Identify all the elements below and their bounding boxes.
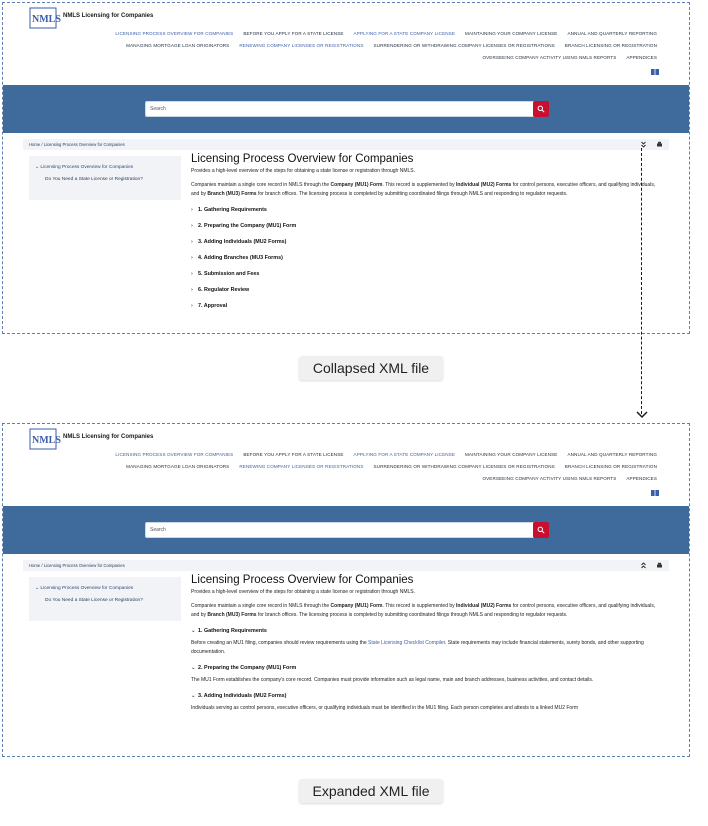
accordion-item-3[interactable]: › 3. Adding Individuals (MU2 Forms) [191, 239, 287, 245]
collapsed-screenshot-panel [2, 2, 690, 334]
sidebar [29, 577, 181, 621]
accordion-item-2[interactable]: › 2. Preparing the Company (MU1) Form [191, 223, 297, 229]
sidebar-item-need-license[interactable]: Do You Need a State License or Registration? [45, 598, 143, 603]
accordion-item-2[interactable]: ⌄ 2. Preparing the Company (MU1) Form [191, 665, 297, 671]
nav-link[interactable]: OVERSEEING COMPANY ACTIVITY USING NMLS REPORTS [482, 55, 617, 60]
page-title: Licensing Process Overview for Companies [191, 574, 414, 586]
sidebar-item-overview[interactable]: ⌄ Licensing Process Overview for Companies [35, 586, 134, 591]
breadcrumb-home[interactable]: Home [29, 563, 41, 568]
accordion-item-1[interactable]: ⌄ 1. Gathering Requirements [191, 628, 267, 634]
accordion-item-4[interactable]: › 4. Adding Branches (MU3 Forms) [191, 255, 283, 261]
chevron-down-icon: ⌄ [191, 665, 196, 671]
connector-line [641, 148, 642, 414]
expand-all-icon[interactable] [640, 141, 647, 148]
caption-collapsed: Collapsed XML file [299, 356, 443, 380]
main-nav-row-1 [115, 452, 657, 457]
nav-link[interactable]: LICENSING PROCESS OVERVIEW FOR COMPANIES [115, 31, 234, 36]
chevron-right-icon: › [191, 207, 193, 213]
accordion-body-1: Before creating an MU1 filing, companies should review requirements using the State Licensing Checklist Compiler. State requirements may include financial statements, surety bonds, and other supporting documentation. [191, 640, 644, 655]
page-subtitle: Provides a high-level overview of the steps for obtaining a state license or registration through NMLS. [191, 168, 416, 174]
search-input[interactable] [145, 101, 535, 117]
expanded-screenshot-panel [2, 423, 690, 757]
nav-link[interactable]: APPLYING FOR A STATE COMPANY LICENSE [353, 31, 455, 36]
search-icon [537, 105, 545, 113]
nav-link[interactable]: RENEWING COMPANY LICENSES OR REGISTRATIONS [239, 464, 364, 469]
page-subtitle: Provides a high-level overview of the steps for obtaining a state license or registration through NMLS. [191, 589, 416, 595]
accordion-item-3[interactable]: ⌄ 3. Adding Individuals (MU2 Forms) [191, 693, 287, 699]
chevron-right-icon: › [191, 223, 193, 229]
nav-link[interactable]: BRANCH LICENSING OR REGISTRATION [564, 43, 657, 48]
accordion-item-5[interactable]: › 5. Submission and Fees [191, 271, 260, 277]
nav-link[interactable]: ANNUAL AND QUARTERLY REPORTING [567, 452, 657, 457]
nav-link[interactable]: BEFORE YOU APPLY FOR A STATE LICENSE [243, 452, 344, 457]
book-icon[interactable] [651, 69, 659, 75]
nav-link[interactable]: BEFORE YOU APPLY FOR A STATE LICENSE [243, 31, 344, 36]
accordion-item-7[interactable]: › 7. Approval [191, 303, 228, 309]
search-button[interactable] [533, 522, 549, 538]
chevron-right-icon: › [191, 287, 193, 293]
search-placeholder: Search [150, 527, 166, 533]
accordion-item-1[interactable]: › 1. Gathering Requirements [191, 207, 267, 213]
nav-link[interactable]: MAINTAINING YOUR COMPANY LICENSE [465, 452, 558, 457]
search-input[interactable] [145, 522, 535, 538]
arrow-down-icon [636, 410, 648, 420]
accordion-item-6[interactable]: › 6. Regulator Review [191, 287, 250, 293]
search-button[interactable] [533, 101, 549, 117]
breadcrumb-separator: / [41, 563, 43, 568]
chevron-down-icon: ⌄ [191, 693, 196, 699]
site-header [3, 3, 689, 85]
sidebar-item-overview[interactable]: ⌄ Licensing Process Overview for Companies [35, 165, 134, 170]
nav-link[interactable]: APPENDICES [626, 55, 657, 60]
site-title: NMLS Licensing for Companies [63, 13, 154, 19]
print-icon[interactable] [656, 562, 663, 569]
caption-expanded: Expanded XML file [299, 779, 443, 803]
breadcrumb-current: Licensing Process Overview for Companies [43, 563, 125, 568]
breadcrumb [23, 560, 669, 571]
nav-link[interactable]: BRANCH LICENSING OR REGISTRATION [564, 464, 657, 469]
accordion-body-2: The MU1 Form establishes the company's core record. Companies must provide information such as legal name, main and branch addresses, business activities, and contact details. [191, 677, 594, 683]
breadcrumb-home[interactable]: Home [29, 142, 41, 147]
breadcrumb-current: Licensing Process Overview for Companies [43, 142, 125, 147]
site-header [3, 424, 689, 506]
chevron-right-icon: › [191, 271, 193, 277]
chevron-right-icon: › [191, 255, 193, 261]
search-band [3, 85, 689, 133]
svg-text:NMLS: NMLS [32, 14, 61, 25]
nav-link[interactable]: MAINTAINING YOUR COMPANY LICENSE [465, 31, 558, 36]
print-icon[interactable] [656, 141, 663, 148]
breadcrumb [23, 139, 669, 150]
main-nav-row-3 [482, 55, 657, 60]
nav-link[interactable]: RENEWING COMPANY LICENSES OR REGISTRATIONS [239, 43, 364, 48]
chevron-down-icon: ⌄ [191, 628, 196, 634]
main-nav-row-2 [126, 43, 657, 48]
nav-link[interactable]: SURRENDERING OR WITHDRAWING COMPANY LICENSES OR REGISTRATIONS [373, 43, 555, 48]
nav-link[interactable]: APPENDICES [626, 476, 657, 481]
intro-paragraph: Companies maintain a single core record in NMLS through the Company (MU1) Form. This record is supplemented by Individual (MU2) Forms for control persons, executive officers, and qualifying individuals, and by Branch (MU3) Forms for branch offices. The licensing process is completed by submitting coordinated filings through NMLS and responding to regulator requests. [191, 182, 656, 197]
nav-link[interactable]: ANNUAL AND QUARTERLY REPORTING [567, 31, 657, 36]
page-title: Licensing Process Overview for Companies [191, 153, 414, 165]
breadcrumb-separator: / [41, 142, 43, 147]
nmls-logo-icon[interactable] [29, 7, 61, 29]
chevron-right-icon: › [191, 303, 193, 309]
nav-link[interactable]: MANAGING MORTGAGE LOAN ORIGINATORS [126, 43, 230, 48]
collapse-all-icon[interactable] [640, 562, 647, 569]
book-icon[interactable] [651, 490, 659, 496]
search-icon [537, 526, 545, 534]
search-placeholder: Search [150, 106, 166, 112]
sidebar-item-need-license[interactable]: Do You Need a State License or Registration? [45, 177, 143, 182]
main-nav-row-2 [126, 464, 657, 469]
chevron-right-icon: › [191, 239, 193, 245]
intro-paragraph: Companies maintain a single core record in NMLS through the Company (MU1) Form. This record is supplemented by Individual (MU2) Forms for control persons, executive officers, and qualifying individuals, and by Branch (MU3) Forms for branch offices. The licensing process is completed by submitting coordinated filings through NMLS and responding to regulator requests. [191, 603, 656, 618]
search-band [3, 506, 689, 554]
main-nav-row-1 [115, 31, 657, 36]
nmls-logo-icon[interactable] [29, 428, 61, 450]
svg-text:NMLS: NMLS [32, 435, 61, 446]
nav-link[interactable]: SURRENDERING OR WITHDRAWING COMPANY LICENSES OR REGISTRATIONS [373, 464, 555, 469]
site-title: NMLS Licensing for Companies [63, 434, 154, 440]
nav-link[interactable]: MANAGING MORTGAGE LOAN ORIGINATORS [126, 464, 230, 469]
main-nav-row-3 [482, 476, 657, 481]
nav-link[interactable]: APPLYING FOR A STATE COMPANY LICENSE [353, 452, 455, 457]
sidebar [29, 156, 181, 200]
accordion-body-3: Individuals serving as control persons, executive officers, or qualifying individuals must be identified in the MU1 filing. Each person completes and attests to a linked MU2 Form [191, 705, 579, 711]
nav-link[interactable]: LICENSING PROCESS OVERVIEW FOR COMPANIES [115, 452, 234, 457]
nav-link[interactable]: OVERSEEING COMPANY ACTIVITY USING NMLS REPORTS [482, 476, 617, 481]
main-content [191, 152, 661, 311]
main-content [191, 573, 661, 713]
checklist-compiler-link[interactable]: State Licensing Checklist Compiler [368, 640, 446, 646]
